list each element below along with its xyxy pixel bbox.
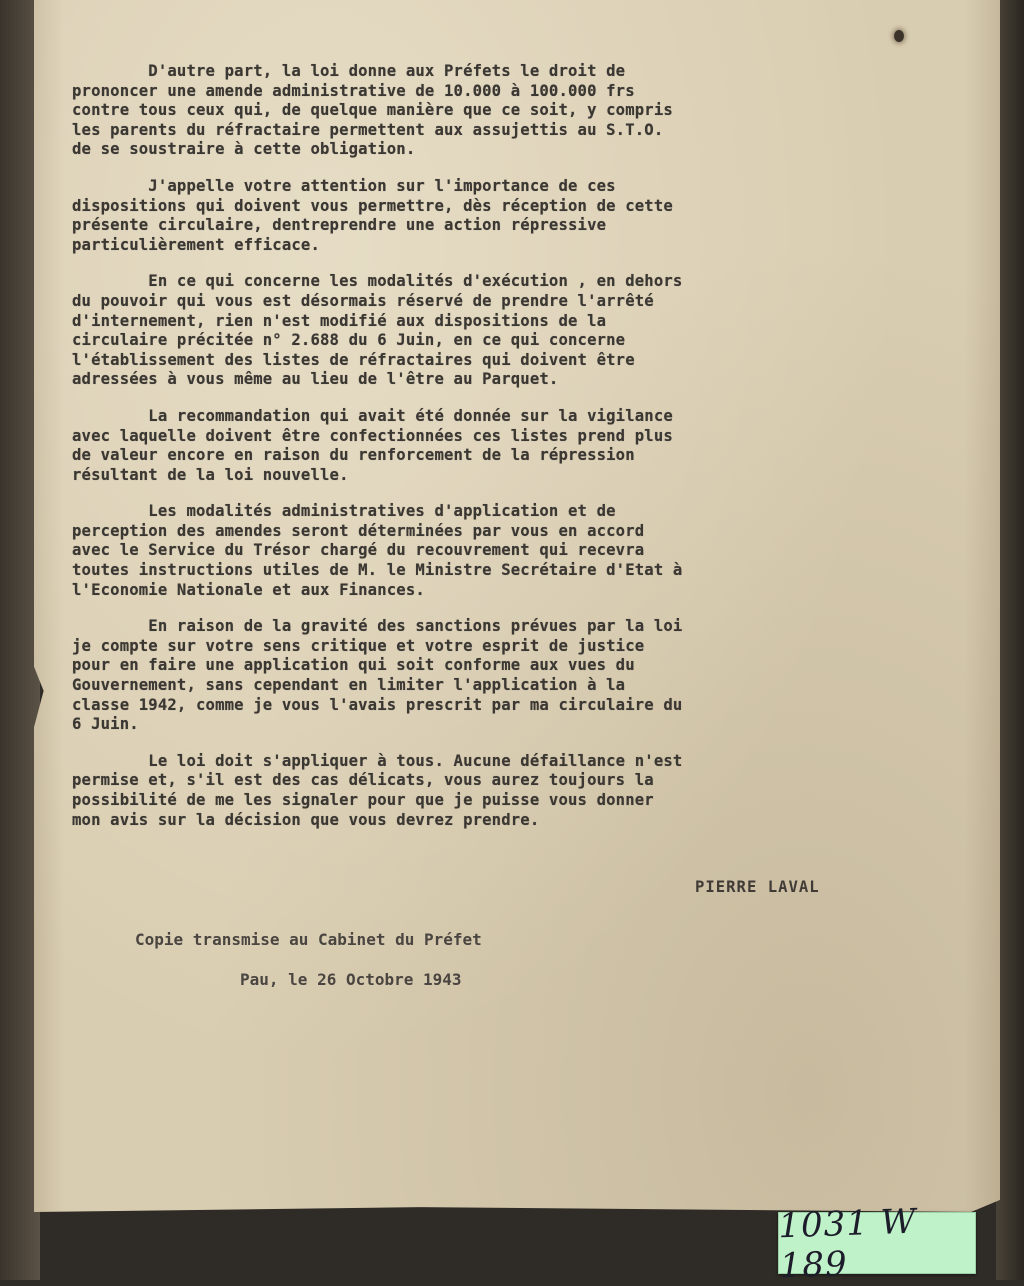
paragraph-modalites-execution: En ce qui concerne les modalités d'exécution , en dehors du pouvoir qui vous est désormais réservé de prendre l'arrêté d'internement, rien n'est modifié aux dispositions de la circulaire précitée n° 2.688 du 6 Juin, en ce qui concerne l'établissement des listes de réfractaires qui doivent être adressées à vous même au lieu de l'être au Parquet.: [72, 272, 683, 389]
archive-sticker: [777, 1201, 976, 1286]
paragraph-modalites-administratives: Les modalités administratives d'application et de perception des amendes seront déterminées par vous en accord avec le Service du Trésor chargé du recouvrement qui recevra toutes instructions utiles de M. le Ministre Secrétaire d'Etat à l'Economie Nationale et aux Finances.: [72, 502, 683, 599]
paragraph-loi-tous: Le loi doit s'appliquer à tous. Aucune défaillance n'est permise et, s'il est des cas délicats, vous aurez toujours la possibilité de me les signaler pour que je puisse vous donner mon avis sur la décision que vous devrez prendre.: [72, 751, 683, 829]
copy-note: Copie transmise au Cabinet du Préfet: [135, 930, 482, 949]
paragraph-amende: D'autre part, la loi donne aux Préfets le droit de prononcer une amende administrative de 10.000 à 100.000 frs contre tous ceux qui, de quelque manière que ce soit, y compris les parents du réfractaire permettent aux assujettis au S.T.O. de se soustraire à cette obligation.: [72, 62, 673, 159]
paragraph-gravite-sanctions: En raison de la gravité des sanctions prévues par la loi je compte sur votre sens critique et votre esprit de justice pour en faire une application qui soit conforme aux vues du Gouvernement, sans cependant en limiter l'application à la classe 1942, comme je vous l'avais prescrit par ma circulaire du 6 Juin.: [72, 617, 683, 734]
place-date: Pau, le 26 Octobre 1943: [240, 970, 462, 989]
paragraph-attention: J'appelle votre attention sur l'importance de ces dispositions qui doivent vous permettre, dès réception de cette présente circulaire, dentreprendre une action répressive particulièrement efficace.: [72, 176, 673, 254]
scanner-background-right: [996, 0, 1024, 1280]
archive-code: 1031 W 189: [777, 1201, 918, 1286]
letter-body: [72, 62, 992, 847]
punch-hole: [894, 30, 904, 42]
signature: PIERRE LAVAL: [695, 878, 820, 896]
paragraph-recommandation: La recommandation qui avait été donnée sur la vigilance avec laquelle doivent être confectionnées ces listes prend plus de valeur encore en raison du renforcement de la répression résultant de la loi nouvelle.: [72, 406, 673, 484]
